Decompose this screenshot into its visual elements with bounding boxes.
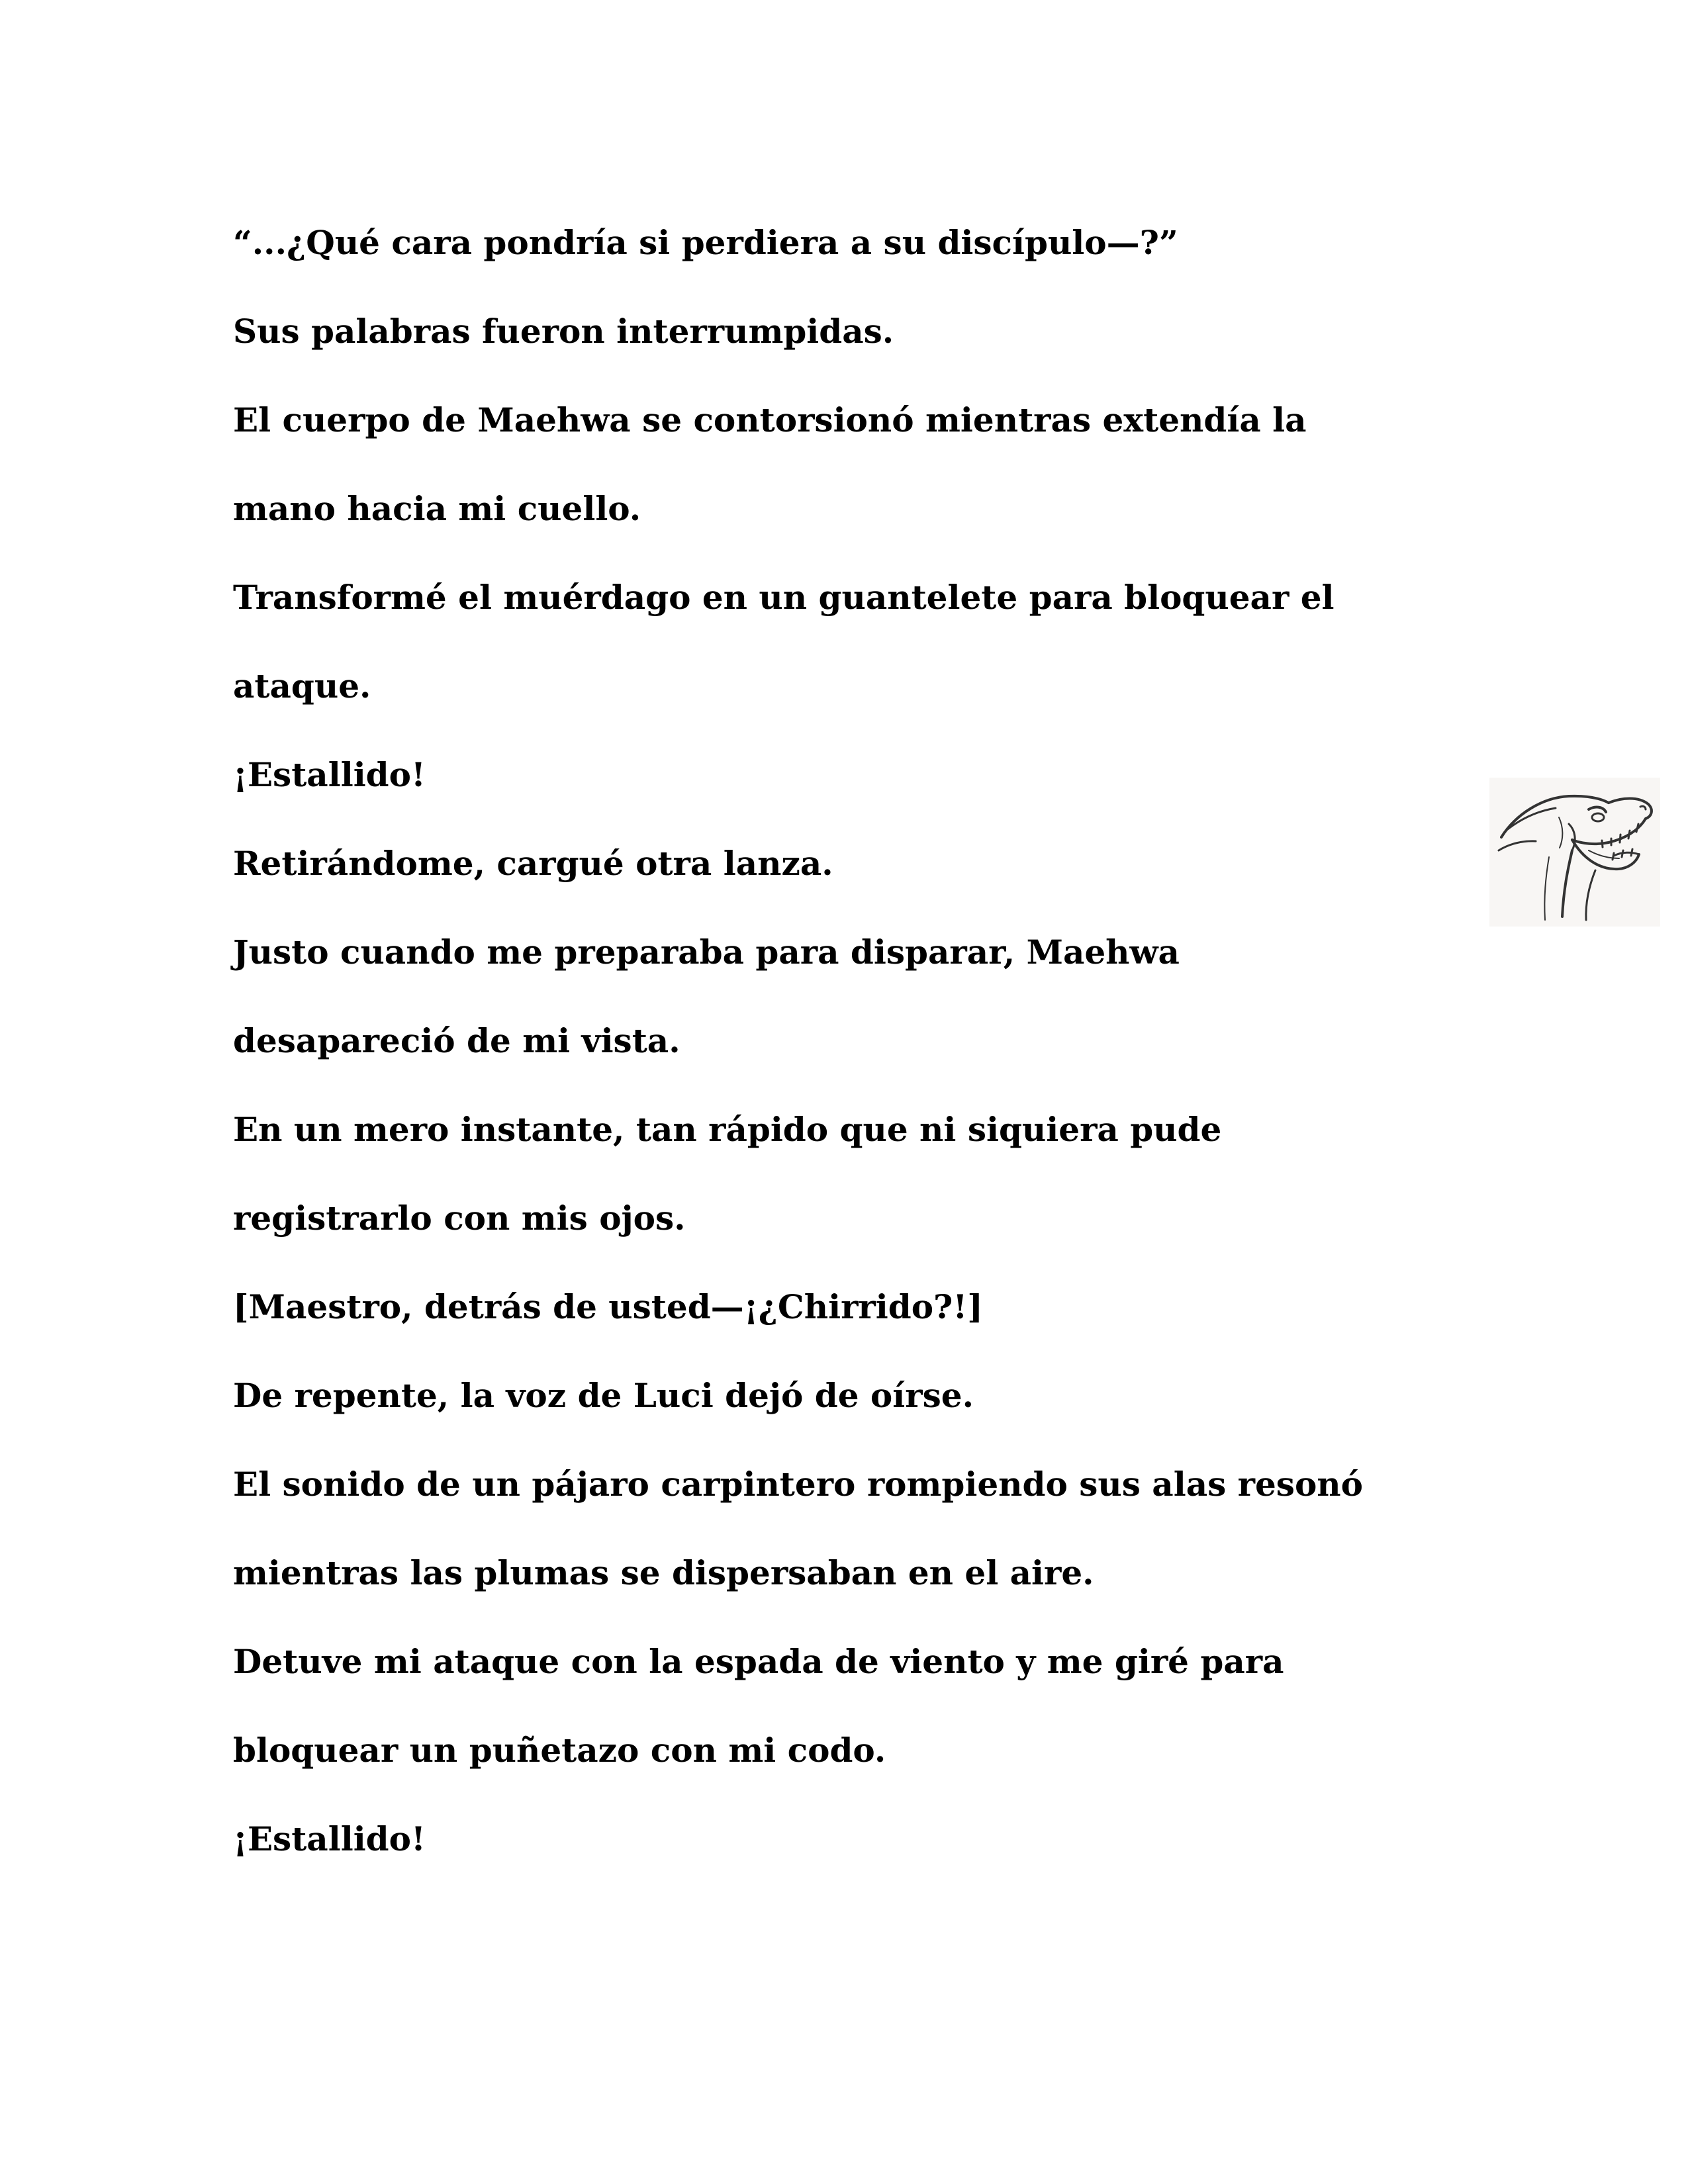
text-line-17: Detuve mi ataque con la espada de viento y me giré para [233, 1642, 1284, 1681]
text-line-15: El sonido de un pájaro carpintero rompiendo sus alas resonó [233, 1465, 1364, 1504]
text-line-16: mientras las plumas se dispersaban en el aire. [233, 1553, 1094, 1592]
text-line-7: ¡Estallido! [233, 755, 426, 794]
text-line-6: ataque. [233, 666, 371, 705]
text-line-18: bloquear un puñetazo con mi codo. [233, 1731, 886, 1770]
text-line-4: mano hacia mi cuello. [233, 489, 641, 528]
text-line-2: Sus palabras fueron interrumpidas. [233, 312, 894, 351]
text-line-12: registrarlo con mis ojos. [233, 1199, 686, 1238]
text-line-8: Retirándome, cargué otra lanza. [233, 844, 833, 883]
text-line-14: De repente, la voz de Luci dejó de oírse. [233, 1376, 974, 1415]
story-text [233, 199, 1491, 1884]
text-line-1: “...¿Qué cara pondría si perdiera a su discípulo—?” [233, 223, 1178, 262]
text-line-19: ¡Estallido! [233, 1819, 426, 1858]
text-line-5: Transformé el muérdago en un guantelete para bloquear el [233, 578, 1335, 617]
text-line-11: En un mero instante, tan rápido que ni siquiera pude [233, 1110, 1222, 1149]
text-line-9: Justo cuando me preparaba para disparar, Maehwa [233, 933, 1180, 972]
text-line-13: [Maestro, detrás de usted—¡¿Chirrido?!] [233, 1287, 983, 1326]
text-line-3: El cuerpo de Maehwa se contorsionó mientras extendía la [233, 400, 1307, 439]
dinosaur-head-sketch-icon [1489, 778, 1660, 927]
text-line-10: desapareció de mi vista. [233, 1021, 680, 1060]
